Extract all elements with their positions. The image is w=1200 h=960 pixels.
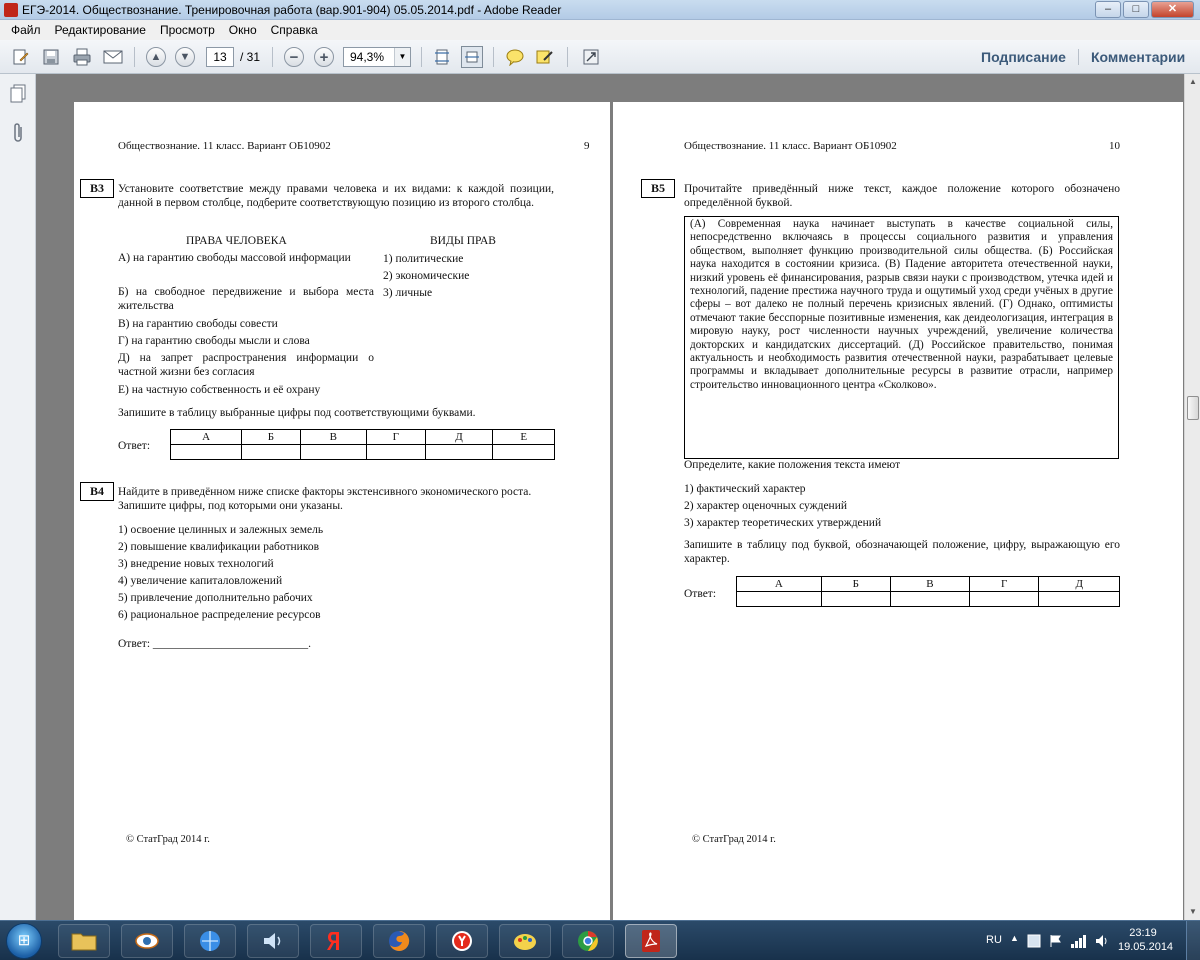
right-item: Е) на частную собственность и её охрану [118,384,321,396]
rights-column-title: ПРАВА ЧЕЛОВЕКА [186,235,287,247]
fit-width-icon[interactable] [461,46,483,68]
close-button[interactable]: ✕ [1151,1,1194,18]
page-total: / 31 [240,50,261,64]
kind-item: 1) политические [383,253,464,265]
zoom-value: 94,3% [350,50,385,64]
tray-app-icon[interactable] [1026,933,1042,960]
page-header: Обществознание. 11 класс. Вариант ОБ10902 [118,140,331,152]
system-clock[interactable] [1118,926,1174,954]
scroll-up-icon[interactable]: ▲ [1189,77,1197,86]
menu-edit[interactable]: Редактирование [54,23,146,37]
taskbar [0,920,1200,960]
eye-app-icon[interactable] [121,924,173,958]
answer-cell [425,445,493,460]
zoom-out-icon[interactable]: − [284,47,304,67]
page-number-input[interactable]: 13 [206,47,234,67]
answer-cell [367,445,426,460]
comments-tab[interactable]: Комментарии [1091,49,1186,65]
vertical-scrollbar[interactable] [1184,74,1200,920]
kind-item: 2) экономические [383,270,470,282]
volume-icon[interactable] [1094,933,1110,960]
toolbar-separator [134,47,135,67]
scrollbar-thumb[interactable] [1187,396,1199,420]
answer-cell [737,592,822,607]
right-item: Г) на гарантию свободы мысли и слова [118,335,310,347]
page-footer: © СтатГрад 2014 г. [126,834,210,845]
answer-cell [1039,592,1120,607]
windows-start-icon[interactable]: ⊞ [6,923,42,959]
clock-date: 19.05.2014 [1118,941,1174,953]
save-icon[interactable] [40,46,62,68]
answer-col-header: Б [821,577,890,592]
toolbar-separator [421,47,422,67]
scroll-down-icon[interactable]: ▼ [1189,907,1197,916]
answer-col-header: Д [425,430,493,445]
clock-time: 23:19 [1129,927,1157,939]
task-b5-intro: Прочитайте приведённый ниже текст, каждое положение которого обозначено определённой буквой. [684,183,1120,209]
page-header: Обществознание. 11 класс. Вариант ОБ10902 [684,140,897,152]
toolbar [0,40,1200,74]
show-hidden-icons-icon[interactable]: ▲ [1010,933,1019,943]
factor-item: 6) рациональное распределение ресурсов [118,609,321,621]
right-item: В) на гарантию свободы совести [118,318,278,330]
answer-cell [969,592,1039,607]
document-area [36,74,1184,920]
option-item: 1) фактический характер [684,483,806,495]
email-icon[interactable] [102,46,124,68]
page-number: 9 [584,140,590,152]
task-label-b3: B3 [80,179,114,198]
task-b5-question: Определите, какие положения текста имеют [684,459,901,471]
print-icon[interactable] [71,46,93,68]
window-controls [1095,1,1194,18]
task-label-b5: B5 [641,179,675,198]
toolbar-separator [493,47,494,67]
yandex-icon[interactable] [310,924,362,958]
answer-cell [493,445,555,460]
create-pdf-icon[interactable] [10,46,32,68]
kinds-column-title: ВИДЫ ПРАВ [430,235,496,247]
media-player-icon[interactable] [247,924,299,958]
task-b3-instruction: Запишите в таблицу выбранные цифры под соответствующими буквами. [118,407,476,419]
answer-col-header: А [171,430,242,445]
answer-cell [890,592,969,607]
answer-label: Ответ: [118,440,151,452]
show-desktop-button[interactable] [1186,921,1200,960]
navigation-panel [0,74,36,920]
yandex-browser-icon[interactable] [436,924,488,958]
adobe-reader-icon [4,3,18,17]
action-center-icon[interactable] [1048,933,1064,960]
answer-col-header: В [300,430,366,445]
chevron-down-icon: ▼ [394,48,410,66]
file-explorer-icon[interactable] [58,924,110,958]
menu-bar [0,20,1200,40]
right-item: Б) на свободное передвижение и выбора места жительства [118,286,374,312]
answer-col-header: Г [367,430,426,445]
attachments-icon[interactable] [8,122,28,144]
answer-table-b3 [170,429,555,460]
right-item: А) на гарантию свободы массовой информации [118,252,351,264]
adobe-reader-taskbar-icon[interactable] [625,924,677,958]
option-item: 3) характер теоретических утверждений [684,517,882,529]
factor-item: 1) освоение целинных и залежных земель [118,524,324,536]
title-bar [0,0,1200,20]
network-icon[interactable] [1070,933,1088,960]
right-item: Д) на запрет распространения информации о частной жизни без согласия [118,352,374,378]
sign-tab[interactable]: Подписание [981,49,1066,65]
menu-view[interactable]: Просмотр [159,23,215,37]
page-footer: © СтатГрад 2014 г. [692,834,776,845]
toolbar-separator [567,47,568,67]
previous-page-icon[interactable]: ▲ [146,47,166,67]
firefox-icon[interactable] [373,924,425,958]
paint-app-icon[interactable] [499,924,551,958]
answer-cell [171,445,242,460]
toolbar-separator [1078,49,1079,65]
next-page-icon[interactable]: ▼ [175,47,195,67]
answer-label: Ответ: [684,588,717,600]
comment-icon[interactable] [504,46,526,68]
answer-col-header: Д [1039,577,1120,592]
task-b5-instruction: Запишите в таблицу под буквой, обозначающей положение, цифру, выражающую его характер. [684,539,1120,565]
answer-cell [821,592,890,607]
menu-help[interactable]: Справка [270,23,318,37]
answer-col-header: Е [493,430,555,445]
answer-col-header: Б [242,430,300,445]
toolbar-separator [272,47,273,67]
answer-col-header: Г [969,577,1039,592]
task-b5-text: (А) Современная наука начинает выступать в качестве социальной силы, непосредственно включаясь в процессы социального развития и управления обществом, выполняет функцию производительной силы общества. (Б) Российская наука находится в состоянии кризиса. (В) Падение авторитета отечественной науки, низкий уровень её финансирования, разрыв связи науки с производством, утечка идей и технологий, падение престижа научного труда и ощутимый уход среди учёных в другие сферы – вот далеко не полный перечень кризисных явлений. (Г) Однако, оптимисты отмечают такие бесспорные позитивные изменения, как деидеологизация, интеграция в мировую науку, рост численности научных учреждений, увеличение количества докторских и кандидатских диссертаций. (Д) Российское правительство, понимая актуальность и необходимость развития отечественной науки, разрабатывает целевые программы и вкладывает дополнительные ресурсы в развитие отрасли, например строительство инновационного центра «Сколково». [684,216,1119,459]
answer-line-b4: Ответ: ___________________________. [118,638,312,650]
highlight-icon[interactable] [534,46,556,68]
page-number: 10 [1109,140,1120,152]
window-title: ЕГЭ-2014. Обществознание. Тренировочная работа (вар.901-904) 05.05.2014.pdf - Adobe Reader [22,3,562,17]
factor-item: 2) повышение квалификации работников [118,541,320,553]
option-item: 2) характер оценочных суждений [684,500,848,512]
factor-item: 3) внедрение новых технологий [118,558,274,570]
minimize-button[interactable]: – [1095,1,1121,18]
factor-item: 4) увеличение капиталовложений [118,575,283,587]
menu-file[interactable]: Файл [11,23,41,37]
language-indicator[interactable]: RU [986,934,1002,946]
page-thumbnails-icon[interactable] [8,84,28,106]
task-label-b4: B4 [80,482,114,501]
kind-item: 3) личные [383,287,433,299]
task-b3-intro: Установите соответствие между правами человека и их видами: к каждой позиции, данной в первом столбце, подберите соответствующую позицию из второго столбца. [118,183,554,209]
answer-col-header: А [737,577,822,592]
answer-cell [300,445,366,460]
chrome-icon[interactable] [562,924,614,958]
pdf-page-9 [74,102,610,920]
zoom-in-icon[interactable]: + [314,47,334,67]
factor-item: 5) привлечение дополнительно рабочих [118,592,313,604]
answer-cell [242,445,300,460]
internet-explorer-icon[interactable] [184,924,236,958]
expand-icon[interactable] [580,46,602,68]
answer-table-b5 [736,576,1120,607]
task-b4-intro: Найдите в приведённом ниже списке факторы экстенсивного экономического роста. Запишите цифры, под которыми они указаны. [118,486,532,512]
maximize-button[interactable]: □ [1123,1,1149,18]
fit-page-icon[interactable] [431,46,453,68]
menu-window[interactable]: Окно [228,23,257,37]
zoom-select[interactable] [343,47,411,67]
answer-col-header: В [890,577,969,592]
pdf-page-10 [613,102,1183,920]
